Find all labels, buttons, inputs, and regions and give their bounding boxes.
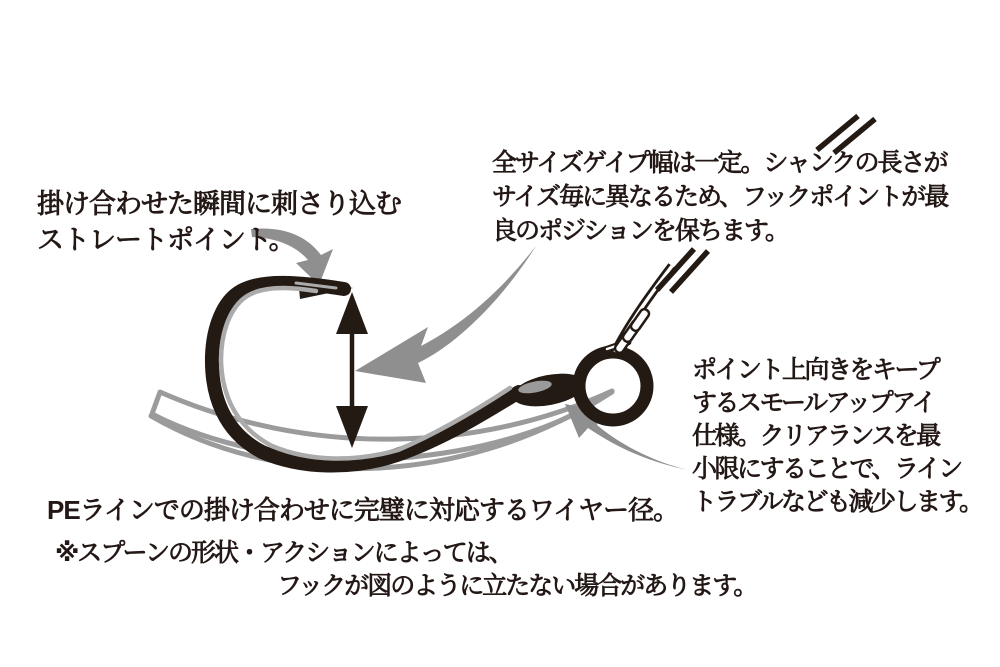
callout-small-up-eye	[692, 354, 982, 519]
callout-small-up-eye-line4: 小限にすることで、ライン	[692, 455, 961, 483]
callout-small-up-eye-line5: トラブルなども減少します。	[692, 488, 982, 516]
gape-pointer-arrow	[355, 246, 536, 383]
callout-straight-point-line1: 掛け合わせた瞬間に刺さり込む	[37, 189, 401, 219]
callout-constant-gape-line3: 良のポジションを保ちます。	[492, 217, 788, 245]
callout-small-up-eye-line3: 仕様。クリアランスを最	[692, 422, 939, 450]
callout-wire-diameter	[47, 494, 678, 526]
footnote-line2: フックが図のように立たない場合があります。	[277, 572, 757, 600]
callout-straight-point	[37, 186, 401, 258]
footnote-line1: ※スプーンの形状・アクションによっては、	[55, 539, 512, 567]
callout-wire-diameter-line1: PEラインでの掛け合わせに完璧に対応するワイヤー径。	[47, 495, 679, 525]
callout-constant-gape-line1: 全サイズゲイプ幅は一定。シャンクの長さが	[492, 149, 947, 177]
callout-constant-gape	[492, 146, 947, 248]
line-knot	[605, 308, 651, 355]
callout-straight-point-line2: ストレートポイント。	[37, 225, 295, 255]
callout-small-up-eye-line1: ポイント上向きをキープ	[692, 356, 939, 384]
callout-small-up-eye-line2: するスモールアップアイ	[692, 389, 935, 417]
callout-constant-gape-line2: サイズ毎に異なるため、フックポイントが最	[492, 183, 948, 211]
hook-eye-ring	[579, 352, 647, 420]
